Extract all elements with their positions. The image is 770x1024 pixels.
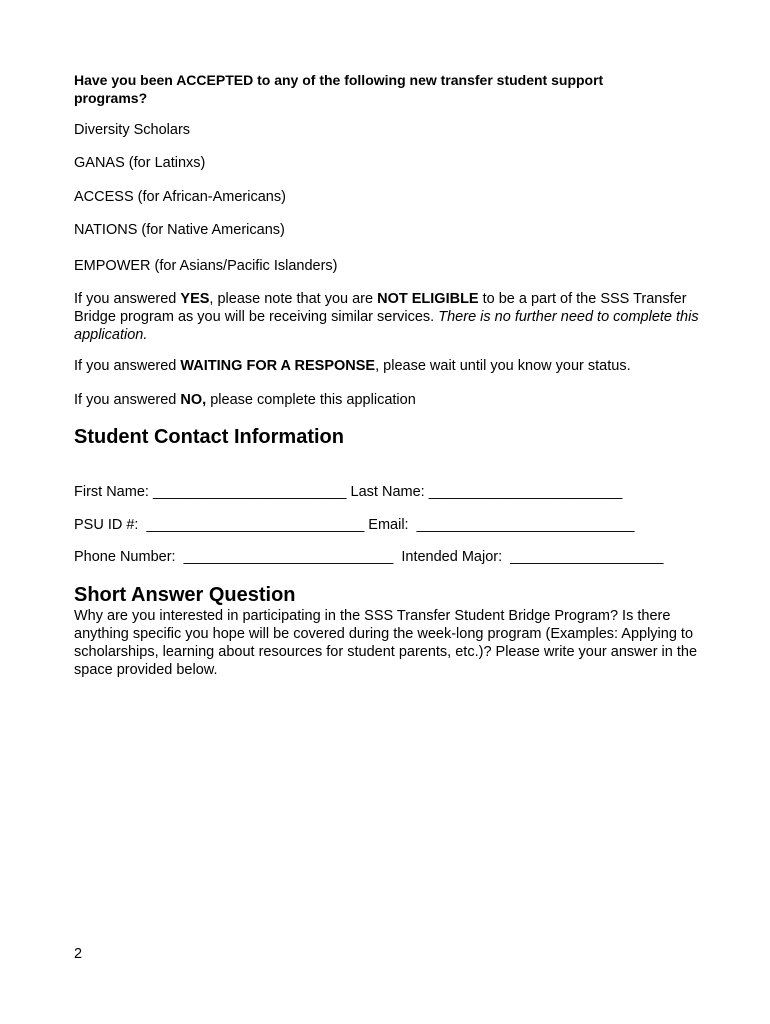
program-option-diversity-scholars: Diversity Scholars xyxy=(74,122,191,138)
psu-id-field[interactable]: ___________________________ xyxy=(146,517,365,533)
no-note-text: If you answered xyxy=(74,392,181,408)
intended-major-label: Intended Major: xyxy=(401,549,503,565)
yes-answer-note xyxy=(74,290,714,344)
contact-section-heading: Student Contact Information xyxy=(74,426,344,448)
question-accepted-word: ACCEPTED xyxy=(176,72,254,88)
yes-note-text: to be a part of the SSS Transfer Bridge program as you will be receiving similar services. xyxy=(74,291,687,325)
psu-id-label: PSU ID #: xyxy=(74,517,139,533)
no-note-text: please complete this application xyxy=(206,392,416,408)
first-name-label: First Name: xyxy=(74,484,149,500)
waiting-note-bold: WAITING FOR A RESPONSE xyxy=(180,358,376,374)
last-name-field[interactable]: ________________________ xyxy=(428,484,623,500)
yes-note-text: If you answered xyxy=(74,291,181,307)
question-text-end: to any of the following new transfer student support programs? xyxy=(74,72,604,106)
no-note-bold: NO, xyxy=(180,392,207,408)
yes-note-not-eligible: NOT ELIGIBLE xyxy=(377,291,479,307)
contact-row-phone-major xyxy=(74,548,663,566)
no-answer-note xyxy=(74,391,714,409)
short-answer-heading: Short Answer Question xyxy=(74,584,296,606)
contact-row-name xyxy=(74,483,622,501)
waiting-note-text: , please wait until you know your status. xyxy=(375,358,631,374)
short-answer-prompt: Why are you interested in participating in the SSS Transfer Student Bridge Program? Is there anything specific you hope will be covered during the week-long program (Examples: Applying to scholarships, learning about resources for student parents, etc.)? Please write your answer in the space provided below. xyxy=(74,608,698,678)
question-text-start: Have you been xyxy=(74,72,177,88)
program-option-ganas: GANAS (for Latinxs) xyxy=(74,155,206,171)
yes-note-text: , please note that you are xyxy=(209,291,378,307)
phone-number-label: Phone Number: xyxy=(74,549,176,565)
waiting-note-text: If you answered xyxy=(74,358,181,374)
page-number: 2 xyxy=(74,946,83,962)
program-option-nations: NATIONS (for Native Americans) xyxy=(74,222,285,238)
yes-note-yes: YES xyxy=(180,291,210,307)
last-name-label: Last Name: xyxy=(350,484,425,500)
yes-note-italic: There is no further need to complete this application. xyxy=(74,309,699,343)
intended-major-field[interactable]: ___________________ xyxy=(510,549,664,565)
phone-number-field[interactable]: __________________________ xyxy=(183,549,394,565)
email-label: Email: xyxy=(368,517,409,533)
eligibility-question xyxy=(74,71,674,107)
email-field[interactable]: ___________________________ xyxy=(416,517,635,533)
first-name-field[interactable]: ________________________ xyxy=(152,484,347,500)
program-option-access: ACCESS (for African-Americans) xyxy=(74,189,286,205)
short-answer-space[interactable] xyxy=(74,690,696,930)
program-option-empower: EMPOWER (for Asians/Pacific Islanders) xyxy=(74,258,338,274)
contact-row-id-email xyxy=(74,516,634,534)
waiting-answer-note xyxy=(74,357,714,375)
